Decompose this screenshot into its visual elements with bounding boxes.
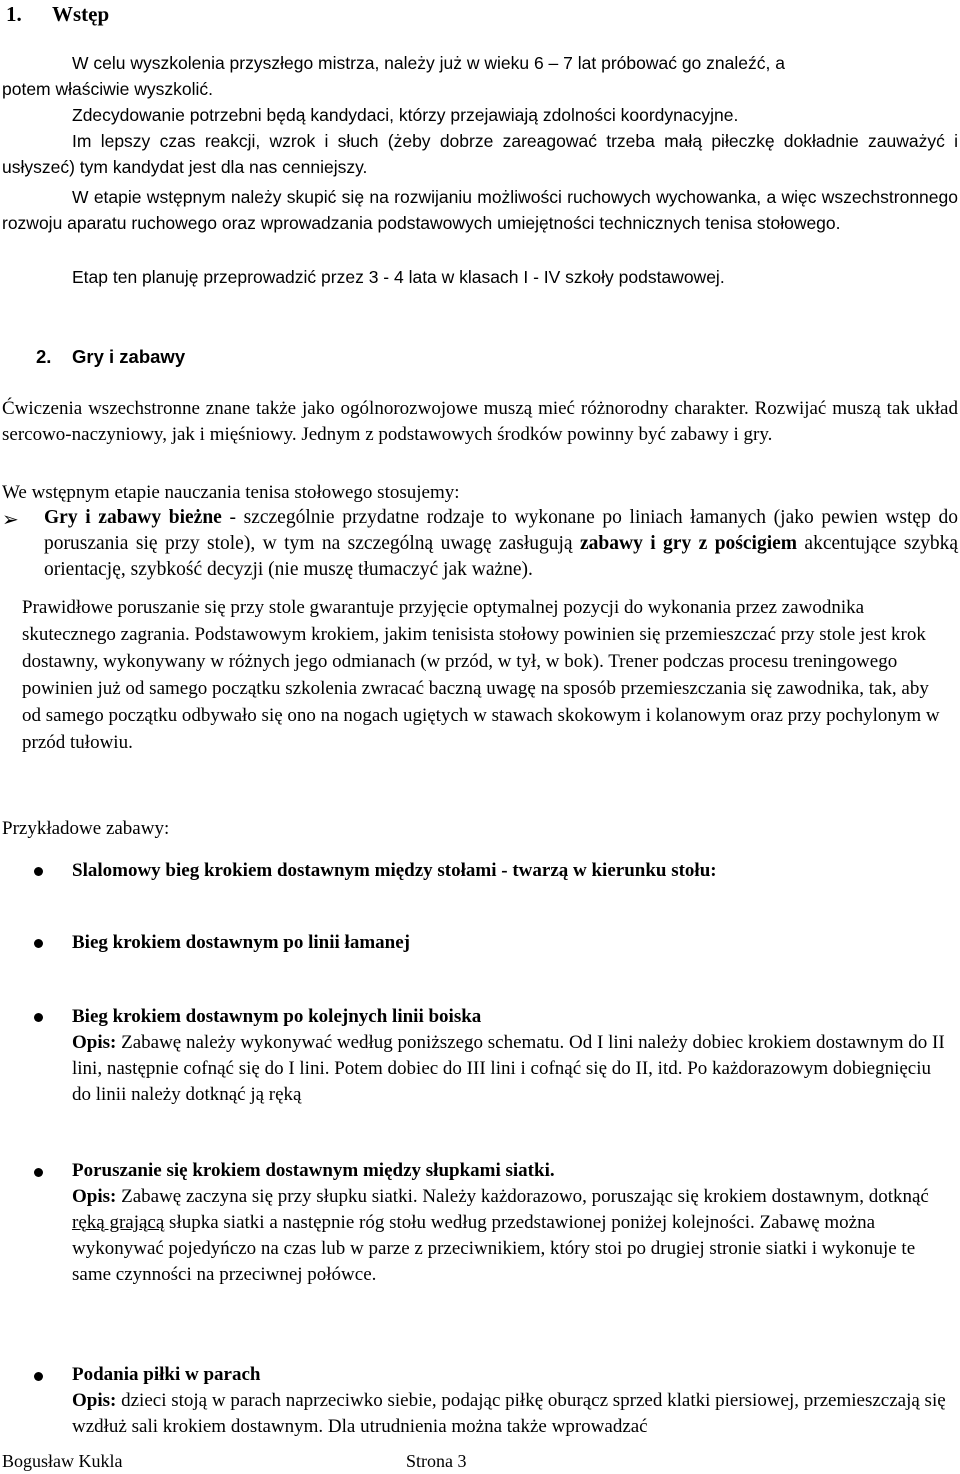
example-description-3 [72, 1030, 954, 1108]
bullet-icon [34, 1013, 43, 1022]
example-description-4 [72, 1184, 954, 1288]
movement-paragraph: Prawidłowe poruszanie się przy stole gwarantuje przyjęcie optymalnej pozycji do wykonania przez zawodnika skutecznego zagrania. Podstawowym krokiem, jakim tenisista stołowy powinien się przemieszczać przy stole jest krok dostawny, wykonywany w różnych jego odmianach (w przód, w tył, w bok). Trener podczas procesu treningowego powinien już od samego początku szkolenia zwracać baczną uwagę na sposób przemieszczania się zawodnika, tak, aby od samego początku odbywało się ono na nogach ugiętych w stawach skokowym i kolanowym oraz przy pochylonym w przód tułowiu. [22, 597, 940, 753]
intro-paragraph-4: W etapie wstępnym należy skupić się na rozwijaniu możliwości ruchowych wychowanka, a więc wszechstronnego rozwoju aparatu ruchowego oraz wprowadzania podstawowych umiejętności technicznych tenisa stołowego. [2, 187, 958, 233]
games-paragraph-2: We wstępnym etapie nauczania tenisa stołowego stosujemy: [2, 482, 460, 503]
opis-underlined: ręką grającą [72, 1212, 165, 1233]
section-number: 1. [6, 2, 22, 26]
intro-line-1: W celu wyszkolenia przyszłego mistrza, należy już w wieku 6 – 7 lat próbować go znaleźć, a [72, 53, 785, 73]
section-2-heading [36, 344, 185, 370]
item-bold-highlight: zabawy i gry z pościgiem [579, 533, 798, 554]
example-title-1: Slalomowy bieg krokiem dostawnym między stołami - twarzą w kierunku stołu: [72, 860, 717, 881]
footer-author: Bogusław Kukla [2, 1451, 123, 1471]
item-text: akcentujące szybką orientację, szybkość decyzji (nie muszę tłumaczyć jak ważne). [44, 533, 959, 580]
example-title-2: Bieg krokiem dostawnym po linii łamanej [72, 932, 410, 953]
example-title-5: Podania piłki w parach [72, 1364, 261, 1385]
footer-page-number: Strona 3 [406, 1451, 467, 1471]
opis-label: Opis: [72, 1390, 117, 1411]
examples-heading: Przykładowe zabawy: [2, 818, 170, 839]
section-title: Gry i zabawy [72, 346, 186, 367]
item-text: - szczególnie przydatne rodzaje to wykonane po liniach łamanych (jako pewien wstęp do poruszania się przy stole), w tym na szczególną uwagę zasługują [44, 507, 958, 554]
opis-label: Opis: [72, 1032, 117, 1053]
item-bold-lead: Gry i zabawy bieżne [44, 507, 222, 528]
opis-text: Zabawę należy wykonywać według poniższego schematu. Od I lini należy dobiec krokiem dostawnym do II lini, następnie cofnąć się do I lini. Potem dobiec do III lini i cofnąć się do II, itd. Po każdorazowym dobiegnięciu do linii należy dotknąć ją ręką [72, 1032, 945, 1105]
arrow-bullet-icon: ➢ [2, 509, 19, 531]
section-1-heading [6, 0, 109, 28]
section-title: Wstęp [52, 2, 110, 26]
intro-paragraph-2: Zdecydowanie potrzebni będą kandydaci, którzy przejawiają zdolności koordynacyjne. [72, 105, 739, 125]
opis-text: słupka siatki a następnie róg stołu według przedstawionej poniżej kolejności. Zabawę można wykonywać pojedyńczo na czas lub w parze z przeciwnikiem, który stoi po drugiej stronie siatki i wykonuje te same czynności na przeciwnej połówce. [72, 1212, 916, 1285]
bullet-icon [34, 939, 43, 948]
arrow-list-item [44, 505, 958, 583]
intro-paragraph-5: Etap ten planuję przeprowadzić przez 3 - 4 lata w klasach I - IV szkoły podstawowej. [72, 267, 725, 287]
opis-label: Opis: [72, 1186, 117, 1207]
bullet-icon [34, 1372, 43, 1381]
opis-text: dzieci stoją w parach naprzeciwko siebie, podając piłkę oburącz sprzed klatki piersiowej, przemieszczają się wzdłuż sali krokiem dostawnym. Dla utrudnienia można także wprowadzać [72, 1390, 946, 1437]
page-footer [2, 1448, 123, 1474]
example-description-5 [72, 1388, 954, 1440]
section-number: 2. [36, 346, 52, 367]
bullet-icon [34, 1168, 43, 1177]
games-paragraph-1: Ćwiczenia wszechstronne znane także jako ogólnorozwojowe muszą mieć różnorodny charakter. Rozwijać muszą tak układ sercowo-naczyniowy, jak i mięśniowy. Jednym z podstawowych środków powinny być zabawy i gry. [2, 398, 958, 445]
intro-paragraph-3: Im lepszy czas reakcji, wzrok i słuch (żeby dobrze zareagować trzeba małą piłeczkę dokładnie zauważyć i usłyszeć) tym kandydat jest dla nas cenniejszy. [2, 131, 958, 177]
opis-text: Zabawę zaczyna się przy słupku siatki. Należy każdorazowo, poruszając się krokiem dostawnym, dotknąć [116, 1186, 929, 1207]
example-title-4: Poruszanie się krokiem dostawnym między słupkami siatki. [72, 1160, 555, 1181]
example-title-3: Bieg krokiem dostawnym po kolejnych linii boiska [72, 1006, 482, 1027]
bullet-icon [34, 867, 43, 876]
intro-line-2: potem właściwie wyszkolić. [2, 79, 214, 99]
